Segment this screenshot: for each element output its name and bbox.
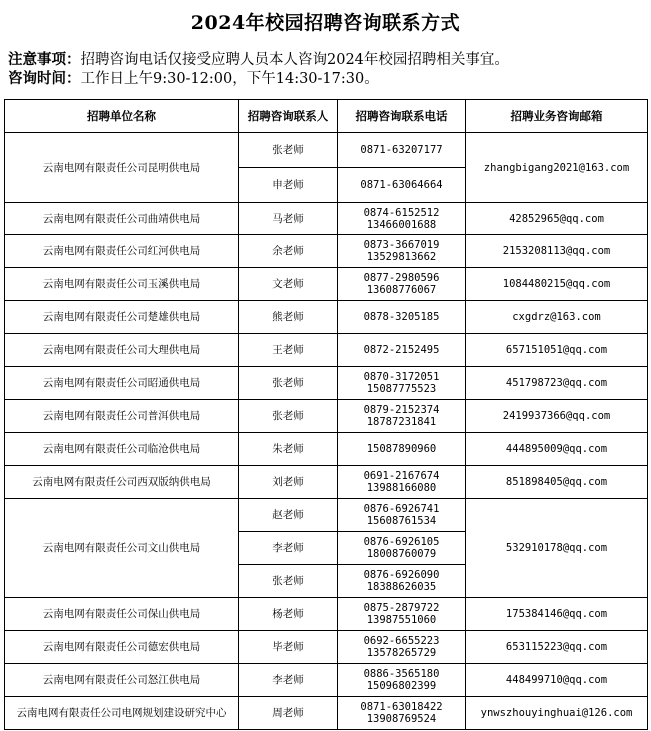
contact-person-cell: 李老师: [239, 664, 338, 697]
phone-number: 13608776067: [366, 284, 437, 296]
contact-person-cell: 余老师: [239, 235, 338, 268]
email-cell: ynwszhouyinghuai@126.com: [466, 697, 648, 730]
table-row: [5, 235, 648, 268]
unit-name-cell: 云南电网有限责任公司临沧供电局: [5, 433, 239, 466]
unit-name-cell: 云南电网有限责任公司怒江供电局: [5, 664, 239, 697]
contact-phone-cell: [338, 334, 466, 367]
email-cell: 851898405@qq.com: [466, 466, 648, 499]
phone-number: 13987551060: [366, 614, 437, 626]
unit-name-cell: 云南电网有限责任公司普洱供电局: [5, 400, 239, 433]
header-email: 招聘业务咨询邮箱: [466, 100, 648, 133]
phone-number: 0876-6926090: [363, 569, 440, 581]
email-cell: 532910178@qq.com: [466, 499, 648, 598]
table-row: [5, 466, 648, 499]
contact-person-cell: 毕老师: [239, 631, 338, 664]
notice-label: 注意事项：: [8, 51, 81, 68]
contact-phone-cell: [338, 466, 466, 499]
phone-number: 0871-63064664: [360, 179, 443, 191]
contact-person-cell: 马老师: [239, 203, 338, 235]
phone-number: 0876-6926105: [363, 536, 440, 548]
table-row: [5, 598, 648, 631]
table-body: [5, 133, 648, 730]
phone-number: 0875-2879722: [363, 602, 440, 614]
contact-phone-cell: [338, 268, 466, 301]
unit-name-cell: 云南电网有限责任公司德宏供电局: [5, 631, 239, 664]
table-row: [5, 301, 648, 334]
unit-name-cell: 云南电网有限责任公司电网规划建设研究中心: [5, 697, 239, 730]
contact-phone-cell: [338, 168, 466, 203]
unit-name-cell: 云南电网有限责任公司文山供电局: [5, 499, 239, 598]
contact-person-cell: 王老师: [239, 334, 338, 367]
phone-number: 15608761534: [366, 515, 437, 527]
email-cell: 653115223@qq.com: [466, 631, 648, 664]
phone-number: 0886-3565180: [363, 668, 440, 680]
phone-number: 0878-3205185: [363, 311, 440, 323]
table-header-row: [5, 100, 648, 133]
hours-line: [8, 67, 648, 88]
table-row: [5, 334, 648, 367]
table-row: [5, 133, 648, 168]
phone-number: 15087775523: [366, 383, 437, 395]
phone-number: 0871-63018422: [360, 701, 443, 713]
email-cell: 42852965@qq.com: [466, 203, 648, 235]
contact-phone-cell: [338, 631, 466, 664]
table-row: [5, 203, 648, 235]
phone-number: 0877-2980596: [363, 272, 440, 284]
table-row: [5, 433, 648, 466]
table-row: [5, 631, 648, 664]
email-cell: 444895009@qq.com: [466, 433, 648, 466]
contact-person-cell: 张老师: [239, 367, 338, 400]
header-phone: 招聘咨询联系电话: [338, 100, 466, 133]
unit-name-cell: 云南电网有限责任公司曲靖供电局: [5, 203, 239, 235]
contact-person-cell: 刘老师: [239, 466, 338, 499]
email-cell: 175384146@qq.com: [466, 598, 648, 631]
phone-number: 0871-63207177: [360, 144, 443, 156]
contact-phone-cell: [338, 664, 466, 697]
hours-label: 咨询时间：: [8, 70, 81, 87]
phone-number: 0870-3172051: [363, 371, 440, 383]
table-row: [5, 268, 648, 301]
email-cell: zhangbigang2021@163.com: [466, 133, 648, 203]
phone-number: 0873-3667019: [363, 239, 440, 251]
phone-number: 13466001688: [366, 218, 437, 231]
email-cell: 2419937366@qq.com: [466, 400, 648, 433]
phone-number: 18008760079: [366, 548, 437, 560]
email-cell: 448499710@qq.com: [466, 664, 648, 697]
phone-number: 0876-6926741: [363, 503, 440, 515]
unit-name-cell: 云南电网有限责任公司大理供电局: [5, 334, 239, 367]
unit-name-cell: 云南电网有限责任公司红河供电局: [5, 235, 239, 268]
table-row: [5, 400, 648, 433]
email-cell: 2153208113@qq.com: [466, 235, 648, 268]
contact-phone-cell: [338, 532, 466, 565]
contact-person-cell: 熊老师: [239, 301, 338, 334]
phone-number: 18388626035: [366, 581, 437, 593]
header-unit: 招聘单位名称: [5, 100, 239, 133]
email-cell: 1084480215@qq.com: [466, 268, 648, 301]
contact-person-cell: 文老师: [239, 268, 338, 301]
contact-phone-cell: [338, 367, 466, 400]
contact-person-cell: 张老师: [239, 133, 338, 168]
email-cell: cxgdrz@163.com: [466, 301, 648, 334]
unit-name-cell: 云南电网有限责任公司昭通供电局: [5, 367, 239, 400]
contact-person-cell: 朱老师: [239, 433, 338, 466]
unit-name-cell: 云南电网有限责任公司昆明供电局: [5, 133, 239, 203]
contact-person-cell: 杨老师: [239, 598, 338, 631]
phone-number: 13529813662: [366, 251, 437, 263]
table-row: [5, 697, 648, 730]
contact-person-cell: 周老师: [239, 697, 338, 730]
table-row: [5, 499, 648, 532]
contact-person-cell: 张老师: [239, 400, 338, 433]
hours-text: 工作日上午9:30-12:00，下午14:30-17:30。: [80, 71, 379, 87]
contact-person-cell: 李老师: [239, 532, 338, 565]
phone-number: 15087890960: [366, 443, 437, 455]
notice-line: [8, 48, 648, 69]
email-cell: 657151051@qq.com: [466, 334, 648, 367]
contact-person-cell: 赵老师: [239, 499, 338, 532]
phone-number: 0874-6152512: [363, 206, 440, 219]
header-contact: 招聘咨询联系人: [239, 100, 338, 133]
contact-phone-cell: [338, 433, 466, 466]
table-row: [5, 367, 648, 400]
contact-phone-cell: [338, 499, 466, 532]
contact-person-cell: 张老师: [239, 565, 338, 598]
phone-number: 13578265729: [366, 647, 437, 659]
page-title: 2024年校园招聘咨询联系方式: [190, 12, 461, 34]
contact-phone-cell: [338, 301, 466, 334]
unit-name-cell: 云南电网有限责任公司西双版纳供电局: [5, 466, 239, 499]
phone-number: 13988166080: [366, 482, 437, 494]
contacts-table: [4, 99, 648, 730]
notice-text: 招聘咨询电话仅接受应聘人员本人咨询2024年校园招聘相关事宜。: [80, 52, 509, 68]
contact-phone-cell: [338, 697, 466, 730]
unit-name-cell: 云南电网有限责任公司保山供电局: [5, 598, 239, 631]
table-row: [5, 664, 648, 697]
contact-phone-cell: [338, 235, 466, 268]
contact-phone-cell: [338, 133, 466, 168]
phone-number: 0692-6655223: [363, 635, 440, 647]
unit-name-cell: 云南电网有限责任公司楚雄供电局: [5, 301, 239, 334]
contact-phone-cell: [338, 598, 466, 631]
phone-number: 15096802399: [366, 680, 437, 692]
contact-phone-cell: [338, 203, 466, 235]
phone-number: 0691-2167674: [363, 470, 440, 482]
contact-person-cell: 申老师: [239, 168, 338, 203]
phone-number: 0879-2152374: [363, 404, 440, 416]
contact-phone-cell: [338, 565, 466, 598]
contact-phone-cell: [338, 400, 466, 433]
email-cell: 451798723@qq.com: [466, 367, 648, 400]
phone-number: 13908769524: [366, 713, 437, 725]
phone-number: 18787231841: [366, 416, 437, 428]
phone-number: 0872-2152495: [363, 344, 440, 356]
unit-name-cell: 云南电网有限责任公司玉溪供电局: [5, 268, 239, 301]
